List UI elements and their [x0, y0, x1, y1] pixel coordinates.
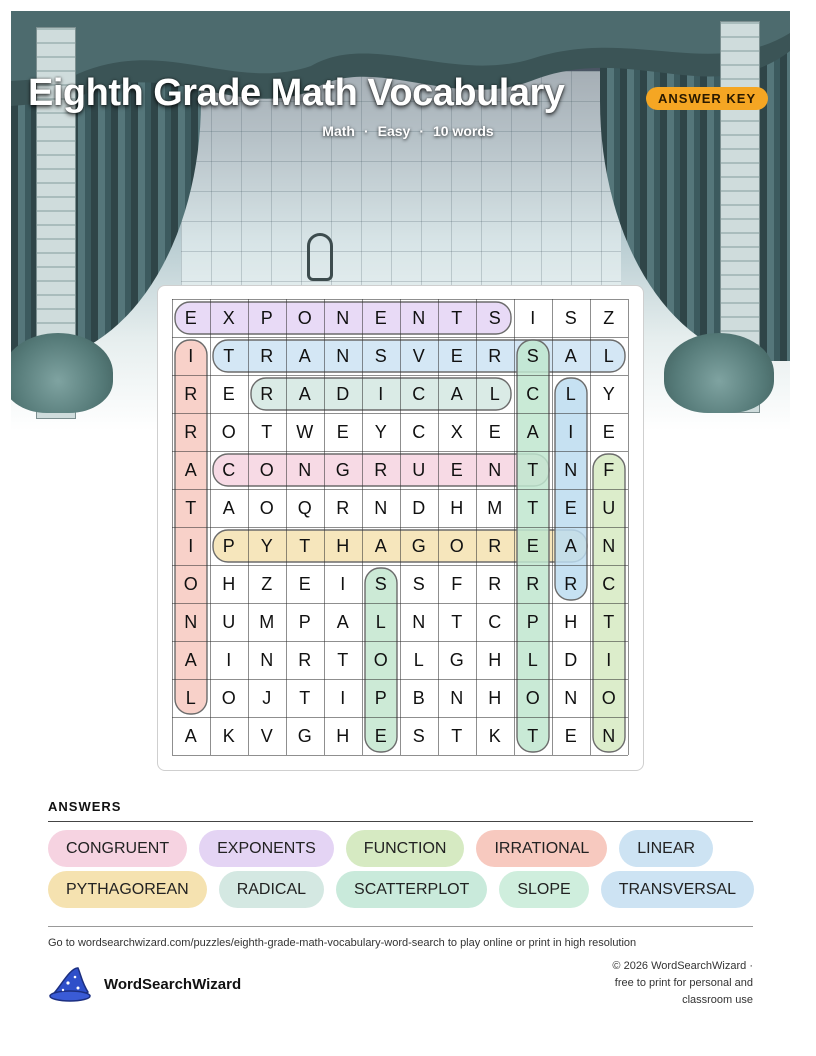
grid-letter[interactable]: A — [450, 383, 464, 404]
grid-letter[interactable]: R — [184, 383, 198, 404]
grid-letter[interactable]: I — [340, 687, 346, 708]
grid-letter[interactable]: Y — [602, 383, 616, 404]
grid-letter[interactable]: K — [222, 725, 236, 746]
grid-letter[interactable]: L — [489, 383, 501, 404]
grid-letter[interactable]: N — [488, 459, 502, 480]
grid-letter[interactable]: C — [602, 573, 616, 594]
grid-letter[interactable]: D — [336, 383, 350, 404]
grid-letter[interactable]: L — [565, 383, 577, 404]
grid-letter[interactable]: N — [564, 687, 578, 708]
copyright-text — [553, 958, 753, 1009]
grid-letter[interactable]: O — [525, 687, 541, 708]
grid-letter[interactable]: E — [450, 459, 464, 480]
grid-letter[interactable]: C — [412, 383, 426, 404]
grid-letter[interactable]: A — [336, 611, 350, 632]
grid-letter[interactable]: S — [526, 345, 540, 366]
grid-letter[interactable]: A — [564, 345, 578, 366]
grid-letter[interactable]: Q — [297, 497, 313, 518]
grid-letter[interactable]: S — [488, 307, 502, 328]
grid-letter[interactable]: G — [297, 725, 313, 746]
grid-letter[interactable]: T — [299, 535, 311, 556]
grid-letter[interactable]: E — [336, 421, 350, 442]
answer-chip-radical: RADICAL — [219, 871, 324, 908]
grid-letter[interactable]: A — [184, 649, 198, 670]
grid-letter[interactable]: T — [527, 497, 539, 518]
answer-chip-irrational: IRRATIONAL — [476, 830, 607, 867]
grid-letter[interactable]: N — [260, 649, 274, 670]
grid-letter[interactable]: A — [222, 497, 236, 518]
answer-chip-pythagorean: PYTHAGOREAN — [48, 871, 207, 908]
scroll-ornament — [307, 233, 333, 281]
answer-chip-transversal: TRANSVERSAL — [601, 871, 754, 908]
separator-dot: · — [363, 123, 369, 139]
grid-letter[interactable]: H — [336, 535, 350, 556]
grid-letter[interactable]: L — [375, 611, 387, 632]
grid-letter[interactable]: R — [564, 573, 578, 594]
grid-letter[interactable]: E — [298, 573, 312, 594]
wizard-hat-icon — [48, 965, 92, 1003]
grid-letter[interactable]: T — [451, 611, 463, 632]
grid-letter[interactable]: R — [374, 459, 388, 480]
grid-letter[interactable]: E — [488, 421, 502, 442]
grid-letter[interactable]: N — [602, 535, 616, 556]
grid-letter[interactable]: E — [374, 307, 388, 328]
grid-letter[interactable]: E — [222, 383, 236, 404]
grid-letter[interactable]: N — [336, 307, 350, 328]
copyright-line: free to print for personal and — [614, 977, 753, 989]
grid-letter[interactable]: E — [374, 725, 388, 746]
grid-letter[interactable]: J — [262, 687, 272, 708]
grid-letter[interactable]: S — [564, 307, 578, 328]
grid-letter[interactable]: O — [259, 459, 275, 480]
grid-letter[interactable]: R — [488, 573, 502, 594]
grid-letter[interactable]: A — [374, 535, 388, 556]
grid-letter[interactable]: E — [184, 307, 198, 328]
grid-letter[interactable]: D — [412, 497, 426, 518]
grid-letter[interactable]: M — [487, 497, 503, 518]
grid-letter[interactable]: H — [564, 611, 578, 632]
grid-letter[interactable]: H — [336, 725, 350, 746]
grid-letter[interactable]: R — [184, 421, 198, 442]
grid-letter[interactable]: S — [374, 573, 388, 594]
grid-letter[interactable]: T — [337, 649, 349, 670]
grid-letter[interactable]: H — [488, 649, 502, 670]
grid-letter[interactable]: A — [184, 459, 198, 480]
grid-letter[interactable]: N — [412, 611, 426, 632]
grid-letter[interactable]: E — [450, 345, 464, 366]
grid-letter[interactable]: Z — [603, 307, 615, 328]
puzzle-meta — [0, 123, 816, 139]
grid-letter[interactable]: S — [374, 345, 388, 366]
grid-letter[interactable]: T — [261, 421, 273, 442]
page-title: Eighth Grade Math Vocabulary — [28, 72, 565, 114]
brand[interactable] — [48, 965, 241, 1003]
grid-letter[interactable]: U — [222, 611, 236, 632]
answer-chip-congruent: CONGRUENT — [48, 830, 187, 867]
grid-letter[interactable]: V — [260, 725, 274, 746]
grid-letter[interactable]: O — [221, 421, 237, 442]
grid-letter[interactable]: R — [488, 345, 502, 366]
grid-letter[interactable]: E — [564, 725, 578, 746]
grid-letter[interactable]: T — [527, 725, 539, 746]
grid-letter[interactable]: C — [488, 611, 502, 632]
grid-letter[interactable]: P — [222, 535, 236, 556]
grid-letter[interactable]: T — [603, 611, 615, 632]
answer-chip-linear: LINEAR — [619, 830, 713, 867]
grid-letter[interactable]: L — [603, 345, 615, 366]
grid-letter[interactable]: D — [564, 649, 578, 670]
grid-letter[interactable]: T — [451, 307, 463, 328]
grid-letter[interactable]: N — [602, 725, 616, 746]
grid-letter[interactable]: T — [451, 725, 463, 746]
grid-letter[interactable]: Y — [374, 421, 388, 442]
grid-letter[interactable]: R — [488, 535, 502, 556]
difficulty-label: Easy — [377, 123, 411, 139]
grid-letter[interactable]: G — [411, 535, 427, 556]
word-search-grid — [172, 299, 629, 756]
grid-letter[interactable]: N — [374, 497, 388, 518]
grid-letter[interactable]: O — [183, 573, 199, 594]
grid-letter[interactable]: T — [527, 459, 539, 480]
word-count-label: 10 words — [433, 123, 494, 139]
grid-letter[interactable]: N — [564, 459, 578, 480]
grid-letter[interactable]: K — [488, 725, 502, 746]
grid-letter[interactable]: R — [260, 383, 274, 404]
grid-letter[interactable]: I — [606, 649, 612, 670]
grid-letter[interactable]: H — [450, 497, 464, 518]
grid-letter[interactable]: A — [298, 383, 312, 404]
answer-chip-scatterplot: SCATTERPLOT — [336, 871, 487, 908]
grid-letter[interactable]: C — [222, 459, 236, 480]
grid-letter[interactable]: I — [226, 649, 232, 670]
grid-letter[interactable]: P — [298, 611, 312, 632]
answer-row — [48, 871, 758, 908]
grid-letter[interactable]: S — [412, 725, 426, 746]
grid-letter[interactable]: H — [488, 687, 502, 708]
grid-letter[interactable]: C — [412, 421, 426, 442]
brand-name: WordSearchWizard — [104, 975, 242, 993]
right-shrub — [664, 333, 774, 413]
grid-letter[interactable]: C — [526, 383, 540, 404]
grid-letter[interactable]: N — [412, 307, 426, 328]
grid-letter[interactable]: I — [530, 307, 536, 328]
grid-letter[interactable]: T — [223, 345, 235, 366]
divider — [48, 926, 753, 927]
copyright-line: © 2026 WordSearchWizard · — [612, 960, 753, 972]
answer-list — [48, 830, 758, 912]
grid-letter[interactable]: E — [602, 421, 616, 442]
left-shrub — [11, 333, 113, 413]
grid-letter[interactable]: I — [188, 535, 194, 556]
answer-row — [48, 830, 758, 867]
grid-letter[interactable]: O — [373, 649, 389, 670]
grid-letter[interactable]: L — [527, 649, 539, 670]
grid-letter[interactable]: P — [374, 687, 388, 708]
grid-letter[interactable]: O — [259, 497, 275, 518]
grid-letter[interactable]: T — [299, 687, 311, 708]
answer-key-badge: ANSWER KEY — [646, 87, 768, 110]
divider — [48, 821, 753, 822]
grid-letter[interactable]: A — [184, 725, 198, 746]
grid-letter[interactable]: O — [221, 687, 237, 708]
footer-url-text: Go to wordsearchwizard.com/puzzles/eighth-grade-math-vocabulary-word-search to play online or print in high resolution — [48, 937, 637, 949]
grid-letters — [172, 299, 629, 756]
grid-letter[interactable]: G — [449, 649, 465, 670]
grid-letter[interactable]: A — [298, 345, 312, 366]
grid-letter[interactable]: A — [564, 535, 578, 556]
grid-letter[interactable]: R — [260, 345, 274, 366]
grid-letter[interactable]: I — [568, 421, 574, 442]
separator-dot: · — [419, 123, 424, 139]
grid-letter[interactable]: X — [222, 307, 236, 328]
grid-letter[interactable]: O — [297, 307, 313, 328]
grid-letter[interactable]: S — [412, 573, 426, 594]
grid-letter[interactable]: P — [260, 307, 274, 328]
grid-letter[interactable]: R — [336, 497, 350, 518]
grid-letter[interactable]: B — [412, 687, 426, 708]
grid-letter[interactable]: R — [526, 573, 540, 594]
subject-label: Math — [322, 123, 355, 139]
grid-letter[interactable]: F — [451, 573, 463, 594]
grid-letter[interactable]: N — [298, 459, 312, 480]
grid-letter[interactable]: R — [298, 649, 312, 670]
grid-letter[interactable]: H — [222, 573, 236, 594]
grid-letter[interactable]: E — [564, 497, 578, 518]
grid-letter[interactable]: T — [185, 497, 197, 518]
grid-letter[interactable]: N — [450, 687, 464, 708]
grid-letter[interactable]: N — [184, 611, 198, 632]
grid-letter[interactable]: Z — [261, 573, 273, 594]
grid-letter[interactable]: I — [188, 345, 194, 366]
grid-letter[interactable]: W — [296, 421, 314, 442]
grid-letter[interactable]: O — [601, 687, 617, 708]
grid-letter[interactable]: N — [336, 345, 350, 366]
grid-letter[interactable]: U — [602, 497, 616, 518]
answers-heading: ANSWERS — [48, 799, 122, 814]
grid-letter[interactable]: I — [378, 383, 384, 404]
grid-letter[interactable]: V — [412, 345, 426, 366]
grid-letter[interactable]: F — [603, 459, 615, 480]
grid-letter[interactable]: L — [413, 649, 425, 670]
answer-chip-exponents: EXPONENTS — [199, 830, 334, 867]
grid-letter[interactable]: O — [449, 535, 465, 556]
answer-chip-function: FUNCTION — [346, 830, 465, 867]
grid-letter[interactable]: L — [185, 687, 197, 708]
grid-letter[interactable]: G — [335, 459, 351, 480]
grid-letter[interactable]: E — [526, 535, 540, 556]
grid-letter[interactable]: M — [259, 611, 275, 632]
grid-letter[interactable]: A — [526, 421, 540, 442]
grid-letter[interactable]: X — [450, 421, 464, 442]
grid-letter[interactable]: P — [526, 611, 540, 632]
grid-letter[interactable]: Y — [260, 535, 274, 556]
grid-letter[interactable]: I — [340, 573, 346, 594]
copyright-line: classroom use — [682, 994, 753, 1006]
answer-chip-slope: SLOPE — [499, 871, 588, 908]
grid-letter[interactable]: U — [412, 459, 426, 480]
